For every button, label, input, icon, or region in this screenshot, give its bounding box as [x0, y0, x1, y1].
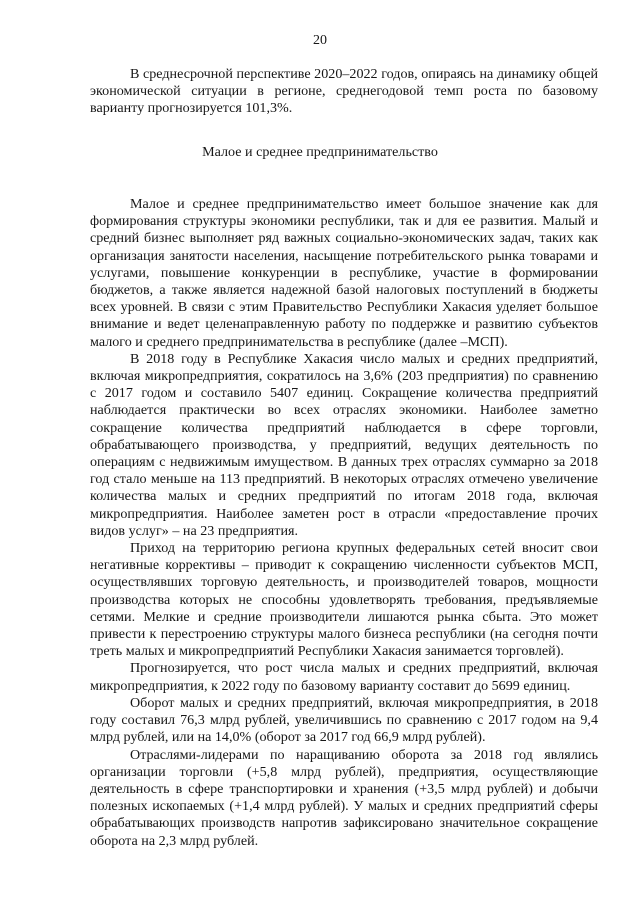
paragraph: Приход на территорию региона крупных федеральных сетей вносит свои негативные коррективы – приводит к сокращению численности субъектов МСП, осуществлявших торговую деятельность, и производителей товаров, мощности производства которых не способны удовлетворять требования, предъявляемые сетями. Мелкие и средние производители лишаются рынка сбыта. Это может привести к перестроению структуры малого бизнеса республики (на сегодня почти треть малых и микропредприятий Республики Хакасия занимается торговлей).: [90, 540, 598, 660]
section-body: [90, 196, 598, 850]
paragraph: Малое и среднее предпринимательство имеет большое значение как для формирования структуры экономики республики, так и для ее развития. Малый и средний бизнес выполняет ряд важных социально-экономических задач, таких как организация занятости населения, насыщение потребительского рынка товарами и услугами, повышение конкуренции в республике, участие в формировании бюджетов, а также является надежной базой налоговых поступлений в бюджеты всех уровней. В связи с этим Правительство Республики Хакасия уделяет большое внимание и ведет целенаправленную работу по поддержке и развитию субъектов малого и среднего предпринимательства в республике (далее –МСП).: [90, 196, 598, 350]
paragraph: Оборот малых и средних предприятий, включая микропредприятия, в 2018 году составил 76,3 млрд рублей, увеличившись по сравнению с 2017 годом на 9,4 млрд рублей, или на 14,0% (оборот за 2017 год 66,9 млрд рублей).: [90, 694, 598, 746]
page-number: 20: [313, 33, 327, 48]
paragraph: В 2018 году в Республике Хакасия число малых и средних предприятий, включая микропредприятия, сократилось на 3,6% (203 предприятия) по сравнению с 2017 годом и составило 5407 единиц. Сокращение количества предприятий наблюдается практически во всех отраслях экономики. Наиболее заметно сокращение количества предприятий наблюдается в сфере торговли, обрабатывающего производства, у предприятий, ведущих деятельность по операциям с недвижимым имуществом. В данных трех отраслях суммарно за 2018 год стало меньше на 113 предприятий. В некоторых отраслях отмечено увеличение количества малых и средних предприятий по итогам 2018 года, включая микропредприятия. Наиболее заметен рост в отрасли «предоставление прочих видов услуг» – на 23 предприятия.: [90, 350, 598, 539]
section-title: Малое и среднее предпринимательство: [202, 144, 438, 160]
intro-paragraph: В среднесрочной перспективе 2020–2022 годов, опираясь на динамику общей экономической ситуации в регионе, среднегодовой темп роста по базовому варианту прогнозируется 101,3%.: [90, 66, 598, 117]
paragraph: Отраслями-лидерами по наращиванию оборота за 2018 год являлись организации торговли (+5,8 млрд рублей), предприятия, осуществляющие деятельность в сфере транспортировки и хранения (+3,5 млрд рублей) и добычи полезных ископаемых (+1,4 млрд рублей). У малых и средних предприятий сферы обрабатывающих производств напротив зафиксировано значительное сокращение оборота на 2,3 млрд рублей.: [90, 746, 598, 849]
paragraph: Прогнозируется, что рост числа малых и средних предприятий, включая микропредприятия, к 2022 году по базовому варианту составит до 5699 единиц.: [90, 660, 598, 694]
intro-block: [90, 66, 598, 118]
